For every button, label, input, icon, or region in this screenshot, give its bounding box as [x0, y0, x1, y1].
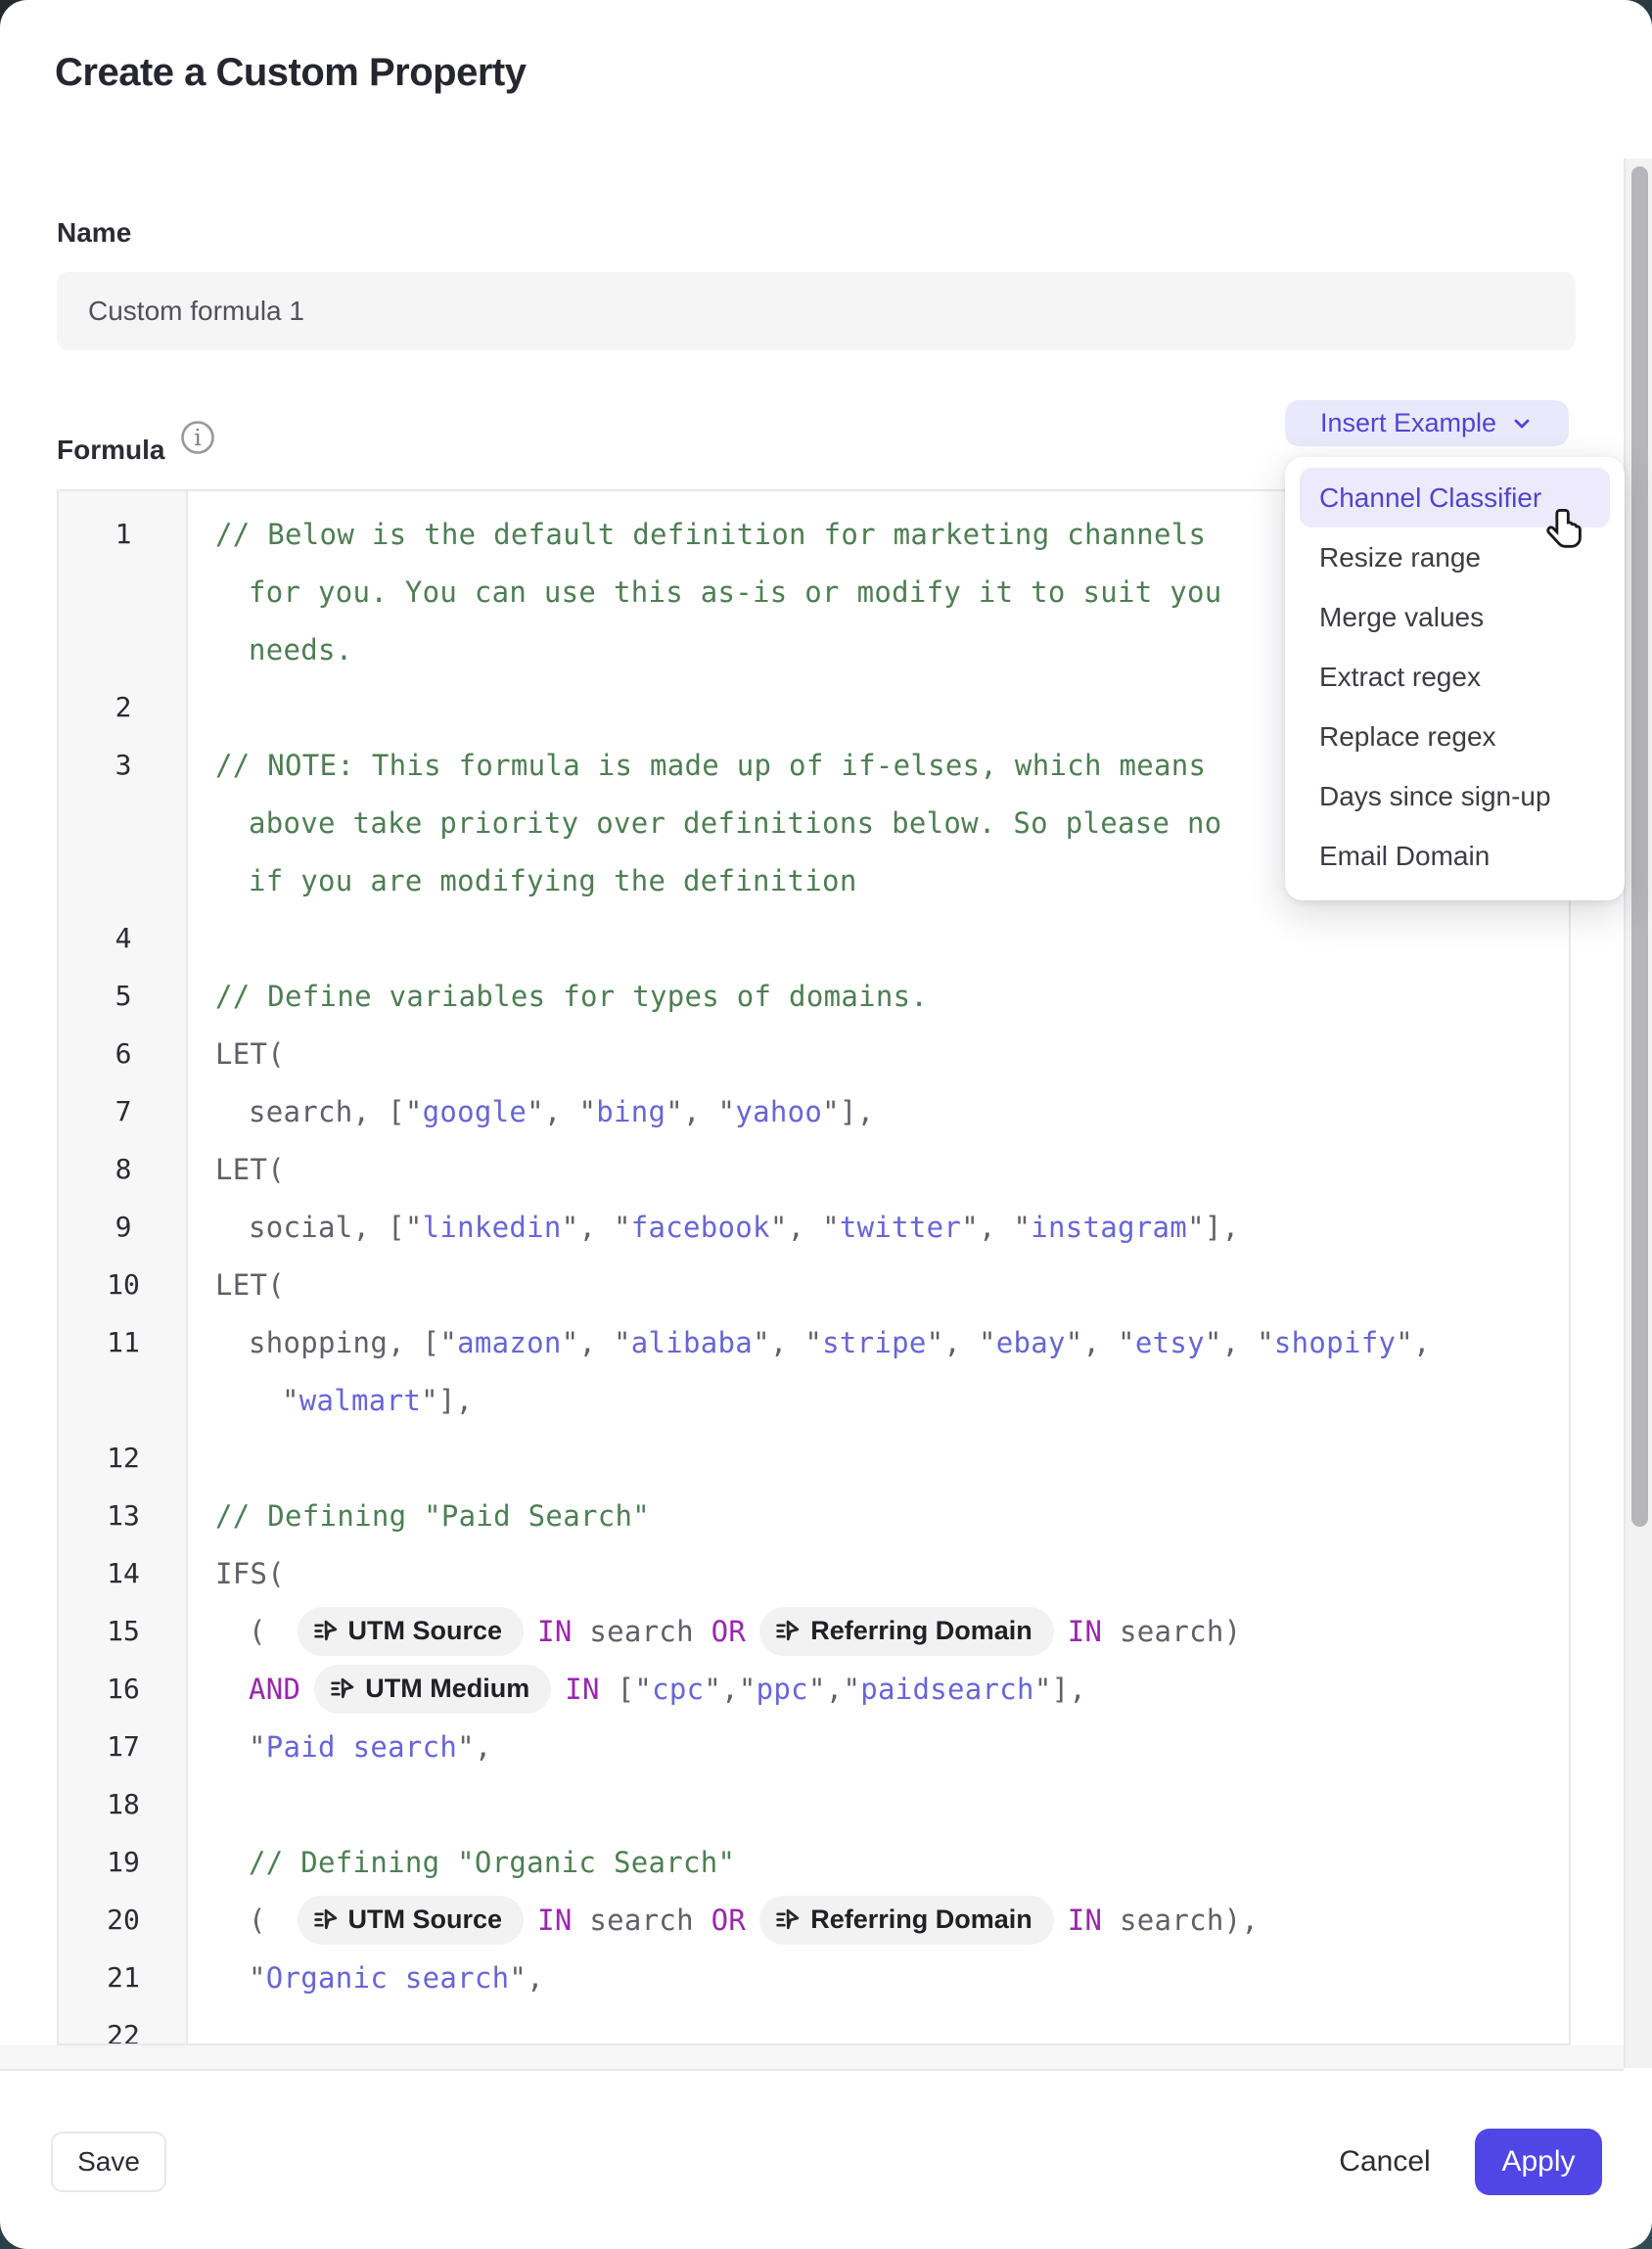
code-token: ", ": [527, 1094, 597, 1128]
code-row: [59, 1371, 1569, 1429]
line-number: 14: [107, 1557, 140, 1589]
code-row: [59, 1833, 1569, 1891]
code-line: [188, 1557, 285, 1590]
code-line: [188, 864, 857, 897]
scrollbar-thumb[interactable]: [1631, 166, 1648, 1527]
code-row: [59, 1487, 1569, 1544]
code-line: [188, 1095, 874, 1128]
code-token: LET(: [215, 1036, 286, 1071]
code-row: [59, 1140, 1569, 1198]
code-token: IFS(: [215, 1556, 286, 1590]
name-input[interactable]: [57, 272, 1576, 350]
code-line: [188, 633, 353, 666]
code-row: [59, 1256, 1569, 1313]
menu-item-extract-regex[interactable]: Extract regex: [1319, 661, 1481, 692]
line-number: 17: [107, 1730, 140, 1763]
code-token: social, [": [249, 1210, 423, 1244]
line-number: 22: [107, 2019, 140, 2045]
code-token: "],: [421, 1383, 474, 1417]
code-token: ", ": [961, 1210, 1032, 1244]
code-token: "],: [822, 1094, 875, 1128]
code-token: for you. You can use this as-is or modify it to suit you: [249, 574, 1222, 609]
code-token: ", ": [769, 1210, 840, 1244]
code-token: "],: [1033, 1672, 1087, 1706]
code-token: Organic search: [265, 1960, 510, 1995]
line-number: 3: [115, 749, 132, 781]
code-line: [188, 749, 1206, 782]
code-token: ", ": [753, 1325, 823, 1359]
code-token: bing: [596, 1094, 666, 1128]
property-icon: [774, 1906, 801, 1933]
code-token: ",: [1396, 1325, 1431, 1359]
line-number: 12: [107, 1442, 140, 1474]
code-token: ": [282, 1383, 299, 1417]
code-token: twitter: [839, 1210, 962, 1244]
code-token: ppc: [756, 1672, 808, 1706]
code-line: [188, 1846, 735, 1879]
code-token: // Defining "Organic Search": [249, 1845, 736, 1879]
code-token: // Below is the default definition for marketing channels: [215, 517, 1207, 551]
code-token: ", ": [926, 1325, 996, 1359]
menu-item-email-domain[interactable]: Email Domain: [1319, 840, 1491, 871]
line-number: 4: [115, 922, 132, 954]
property-icon: [312, 1618, 339, 1644]
code-line: [188, 1211, 1239, 1244]
code-row: [59, 1718, 1569, 1775]
code-token: stripe: [822, 1325, 927, 1359]
code-token: LET(: [215, 1267, 286, 1302]
code-row: [59, 1544, 1569, 1602]
menu-item-replace-regex[interactable]: Replace regex: [1319, 720, 1496, 752]
code-token: ", ": [1204, 1325, 1274, 1359]
code-line: [188, 1665, 1086, 1714]
code-line: [188, 1384, 473, 1417]
code-row: [59, 1313, 1569, 1371]
menu-item-resize-range[interactable]: Resize range: [1319, 541, 1481, 573]
hand-cursor-icon: [1544, 507, 1589, 557]
apply-button[interactable]: Apply: [1475, 2129, 1602, 2195]
code-token: search: [572, 1614, 711, 1648]
svg-text:i: i: [194, 426, 202, 451]
line-number: 13: [107, 1499, 140, 1532]
code-line: [188, 1037, 285, 1071]
code-row: [59, 1891, 1569, 1949]
line-number: 20: [107, 1904, 140, 1936]
property-pill-label: UTM Source: [347, 1616, 503, 1645]
code-token: ",: [457, 1729, 492, 1764]
code-token: AND: [249, 1672, 301, 1706]
property-pill-label: Referring Domain: [810, 1616, 1032, 1645]
code-token: if you are modifying the definition: [249, 863, 857, 897]
code-token: [": [599, 1672, 653, 1706]
code-line: [188, 806, 1222, 840]
code-token: ", ": [561, 1210, 631, 1244]
formula-label: Formula: [57, 435, 165, 465]
code-token: search: [572, 1903, 711, 1937]
code-line: [188, 518, 1206, 551]
line-number: 21: [107, 1961, 140, 1994]
code-token: instagram: [1031, 1210, 1188, 1244]
property-pill[interactable]: [759, 1607, 1054, 1656]
code-token: ",": [807, 1672, 861, 1706]
code-line: [188, 1326, 1431, 1359]
property-pill-label: UTM Medium: [365, 1674, 530, 1703]
code-token: ": [249, 1960, 266, 1995]
property-icon: [312, 1906, 339, 1933]
code-token: walmart: [298, 1383, 422, 1417]
code-line: [188, 1153, 285, 1186]
code-token: search),: [1102, 1903, 1260, 1937]
code-token: (: [249, 1903, 284, 1937]
code-line: [188, 1499, 650, 1533]
code-token: cpc: [652, 1672, 705, 1706]
menu-item-days-since-sign-up[interactable]: Days since sign-up: [1319, 780, 1551, 811]
code-token: ebay: [995, 1325, 1066, 1359]
property-pill[interactable]: [314, 1665, 551, 1714]
code-row: [59, 967, 1569, 1025]
save-button[interactable]: Save: [51, 2132, 166, 2192]
insert-example-label: Insert Example: [1319, 408, 1497, 437]
line-number: 10: [107, 1268, 140, 1301]
code-token: ", ": [665, 1094, 736, 1128]
code-token: "],: [1187, 1210, 1240, 1244]
code-token: ",: [509, 1960, 544, 1995]
line-number: 11: [107, 1326, 140, 1358]
code-token: facebook: [630, 1210, 770, 1244]
code-token: IN: [537, 1614, 573, 1648]
name-label: Name: [57, 217, 132, 248]
code-token: ": [249, 1729, 266, 1764]
code-line: [188, 980, 928, 1013]
property-pill-label: Referring Domain: [810, 1905, 1032, 1934]
code-token: alibaba: [630, 1325, 754, 1359]
property-pill[interactable]: [298, 1607, 525, 1656]
code-token: IN: [565, 1672, 600, 1706]
property-pill[interactable]: [759, 1896, 1054, 1945]
code-row: [59, 909, 1569, 967]
line-number: 8: [115, 1153, 132, 1185]
code-token: ",": [704, 1672, 757, 1706]
code-row: [59, 1025, 1569, 1082]
code-token: IN: [1067, 1903, 1103, 1937]
code-row: [59, 1198, 1569, 1256]
code-token: linkedin: [422, 1210, 562, 1244]
code-token: // Define variables for types of domains.: [215, 979, 929, 1013]
code-token: OR: [711, 1903, 747, 1937]
line-number: 2: [115, 691, 132, 723]
code-token: search): [1102, 1614, 1242, 1648]
line-number: 16: [107, 1673, 140, 1705]
code-token: ", ": [1065, 1325, 1135, 1359]
menu-item-merge-values[interactable]: Merge values: [1319, 601, 1485, 632]
code-token: LET(: [215, 1152, 286, 1186]
code-token: IN: [537, 1903, 573, 1937]
line-number: 18: [107, 1788, 140, 1820]
code-row: [59, 1429, 1569, 1487]
code-line: [188, 1268, 285, 1302]
line-number: 15: [107, 1615, 140, 1647]
code-token: yahoo: [735, 1094, 823, 1128]
editor-bottom-strip: [0, 2045, 1624, 2071]
code-token: google: [422, 1094, 528, 1128]
code-token: (: [249, 1614, 284, 1648]
code-token: // Defining "Paid Search": [215, 1498, 650, 1533]
cancel-button[interactable]: Cancel: [1326, 2132, 1444, 2192]
line-number: 7: [115, 1095, 132, 1127]
property-pill[interactable]: [298, 1896, 525, 1945]
code-line: [188, 1607, 1241, 1656]
property-icon: [329, 1675, 355, 1702]
code-token: needs.: [249, 632, 353, 666]
code-line: [188, 575, 1222, 609]
code-token: OR: [711, 1614, 747, 1648]
code-row: [59, 1602, 1569, 1660]
line-number: 9: [115, 1211, 132, 1243]
insert-example-button[interactable]: [1285, 400, 1569, 446]
line-number: 1: [115, 518, 132, 550]
line-number: 19: [107, 1846, 140, 1878]
code-token: shopify: [1273, 1325, 1397, 1359]
code-token: shopping, [": [249, 1325, 458, 1359]
code-token: etsy: [1134, 1325, 1205, 1359]
page-title: Create a Custom Property: [55, 51, 527, 94]
code-token: IN: [1067, 1614, 1103, 1648]
code-token: Paid search: [265, 1729, 458, 1764]
code-row: [59, 1949, 1569, 2006]
chevron-down-icon: [1510, 412, 1534, 436]
code-line: [188, 1730, 492, 1764]
code-token: ", ": [561, 1325, 631, 1359]
code-row: [59, 2006, 1569, 2045]
code-row: [59, 1082, 1569, 1140]
menu-item-channel-classifier[interactable]: Channel Classifier: [1300, 468, 1610, 528]
code-token: above take priority over definitions below. So please no: [249, 805, 1222, 840]
property-pill-label: UTM Source: [347, 1905, 503, 1934]
code-token: amazon: [457, 1325, 562, 1359]
info-icon[interactable]: [179, 419, 216, 461]
code-token: // NOTE: This formula is made up of if-elses, which means: [215, 748, 1207, 782]
line-number: 5: [115, 980, 132, 1012]
code-row: [59, 1660, 1569, 1718]
code-line: [188, 1896, 1259, 1945]
code-token: search, [": [249, 1094, 423, 1128]
property-icon: [774, 1618, 801, 1644]
code-row: [59, 1775, 1569, 1833]
line-number: 6: [115, 1037, 132, 1070]
scrollbar-track[interactable]: [1624, 159, 1652, 2068]
code-token: paidsearch: [860, 1672, 1034, 1706]
code-line: [188, 1961, 544, 1995]
